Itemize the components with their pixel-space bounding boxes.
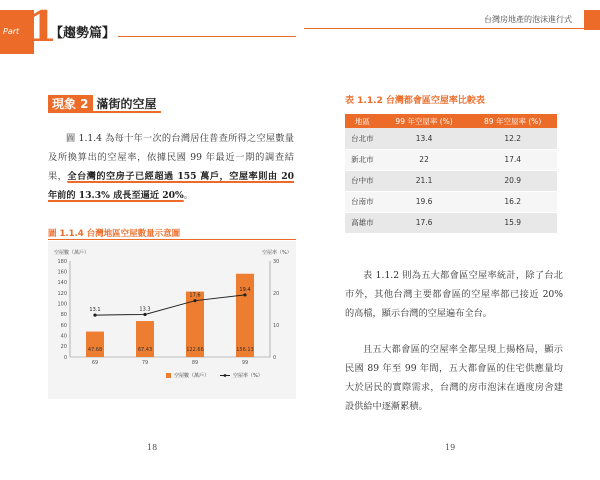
legend-bar-swatch [166,373,171,378]
y-tick-label: 40 [60,333,67,340]
table-row [345,128,557,149]
y-tick-label: 80 [60,312,67,319]
table-cell: 22 [380,149,469,170]
body-paragraph-left [48,129,294,205]
line-point [143,313,146,316]
header-tab [584,10,600,30]
y-tick-label: 60 [60,322,67,329]
body-paragraph-right-1: 表 1.1.2 則為五大都會區空屋率統計，除了台北市外，其他台灣主要都會區的空屋率都已接近 20% 的高檔，顯示台灣的空屋遍布全台。 [345,270,563,319]
table-cell: 12.2 [468,128,557,149]
line-value-label: 13.3 [139,306,151,313]
bar [86,332,104,357]
line-value-label: 13.1 [89,307,101,314]
line-point [93,313,96,316]
x-tick-label: 79 [141,360,149,366]
section-label: 【趨勢篇】 [50,26,116,41]
y-axis-label: 空屋數（萬戶） [54,250,90,256]
table-cell: 15.9 [468,212,557,233]
table-row [345,212,557,233]
paragraph-text: 圖 1.1.4 為每十年一次的台灣居住普查所得之空屋數量及所換算出的空屋率，依據民國 99 年最近一期的調查結果， [48,133,294,182]
table-cell: 20.9 [468,170,557,191]
bar-value-label: 122.66 [186,347,204,353]
figure-divider [48,239,296,240]
table-cell: 台北市 [345,128,380,149]
legend-bar-label: 空屋數（萬戶） [174,373,210,379]
y2-tick-label: 10 [273,322,280,329]
line-value-label: 17.6 [189,292,201,299]
bar-value-label: 47.68 [87,347,103,353]
vacancy-comparison-table [345,114,557,234]
table-cell: 17.6 [380,212,469,233]
phenomenon-tag: 現象 2 [48,95,93,111]
line-value-label: 19.4 [239,286,251,293]
table-cell: 16.2 [468,191,557,212]
table-header-cell: 89 年空屋率 (%) [468,114,557,128]
legend-line-marker [224,374,227,377]
y2-tick-label: 30 [273,258,280,265]
part-number: 1 [28,2,58,51]
table-cell: 新北市 [345,149,380,170]
table-title: 表 1.1.2 台灣都會區空屋率比較表 [345,96,485,106]
page-number-left: 18 [147,443,158,452]
table-cell: 台南市 [345,191,380,212]
x-tick-label: 69 [91,360,99,366]
y-tick-label: 180 [57,258,67,265]
table-cell: 13.4 [380,128,469,149]
page-number-right: 19 [445,443,456,452]
x-tick-label: 99 [241,360,249,366]
phenomenon-title: 滿街的空屋 [96,96,157,111]
table-row [345,170,557,191]
line-point [193,299,196,302]
table-cell: 台中市 [345,170,380,191]
table-row [345,191,557,212]
table-cell: 19.6 [380,191,469,212]
part-word: Part [3,27,20,36]
y2-tick-label: 20 [273,290,280,297]
phenomenon-heading [48,95,161,113]
table-header-cell: 99 年空屋率 (%) [380,114,469,128]
table-cell: 21.1 [380,170,469,191]
bar-value-label: 156.13 [236,347,254,353]
table-cell: 高雄市 [345,212,380,233]
series-line [95,292,245,315]
y-tick-label: 120 [57,290,67,297]
body-paragraph-right-2: 且五大都會區的空屋率全都呈現上揚格局，顯示民國 89 年至 99 年間，五大都會區的住宅供應量均大於居民的實際需求，台灣的房市泡沫在過度房舍建設供給中逐漸累積。 [345,344,563,412]
table-header-cell: 地區 [345,114,380,128]
y2-axis-label: 空屋率（%） [262,250,292,256]
y-tick-label: 0 [63,354,67,361]
chapter-title: 台灣房地產的泡沫進行式 [484,15,572,24]
bar-value-label: 67.43 [137,347,153,353]
x-tick-label: 89 [191,360,199,366]
chart-canvas [48,241,296,399]
header-divider-left [118,36,296,37]
paragraph-text-end: 。 [183,190,193,201]
table-header-row [345,114,557,128]
y-tick-label: 20 [60,344,67,351]
y-tick-label: 100 [57,301,67,308]
y2-tick-label: 0 [273,354,277,361]
table-row [345,149,557,170]
legend-line-label: 空屋率（%） [233,373,263,379]
highlighted-text: 全台灣的空房子已經超過 155 萬戶，空屋率則由 20 年前的 13.3% 成長至逼近 20% [48,171,295,201]
header-divider-right [304,28,600,29]
y-tick-label: 160 [57,269,67,276]
figure-title: 圖 1.1.4 台灣地區空屋數量示意圖 [48,229,181,239]
line-point [243,293,246,296]
y-tick-label: 140 [57,280,67,287]
table-cell: 17.4 [468,149,557,170]
vacant-housing-chart [48,241,296,399]
